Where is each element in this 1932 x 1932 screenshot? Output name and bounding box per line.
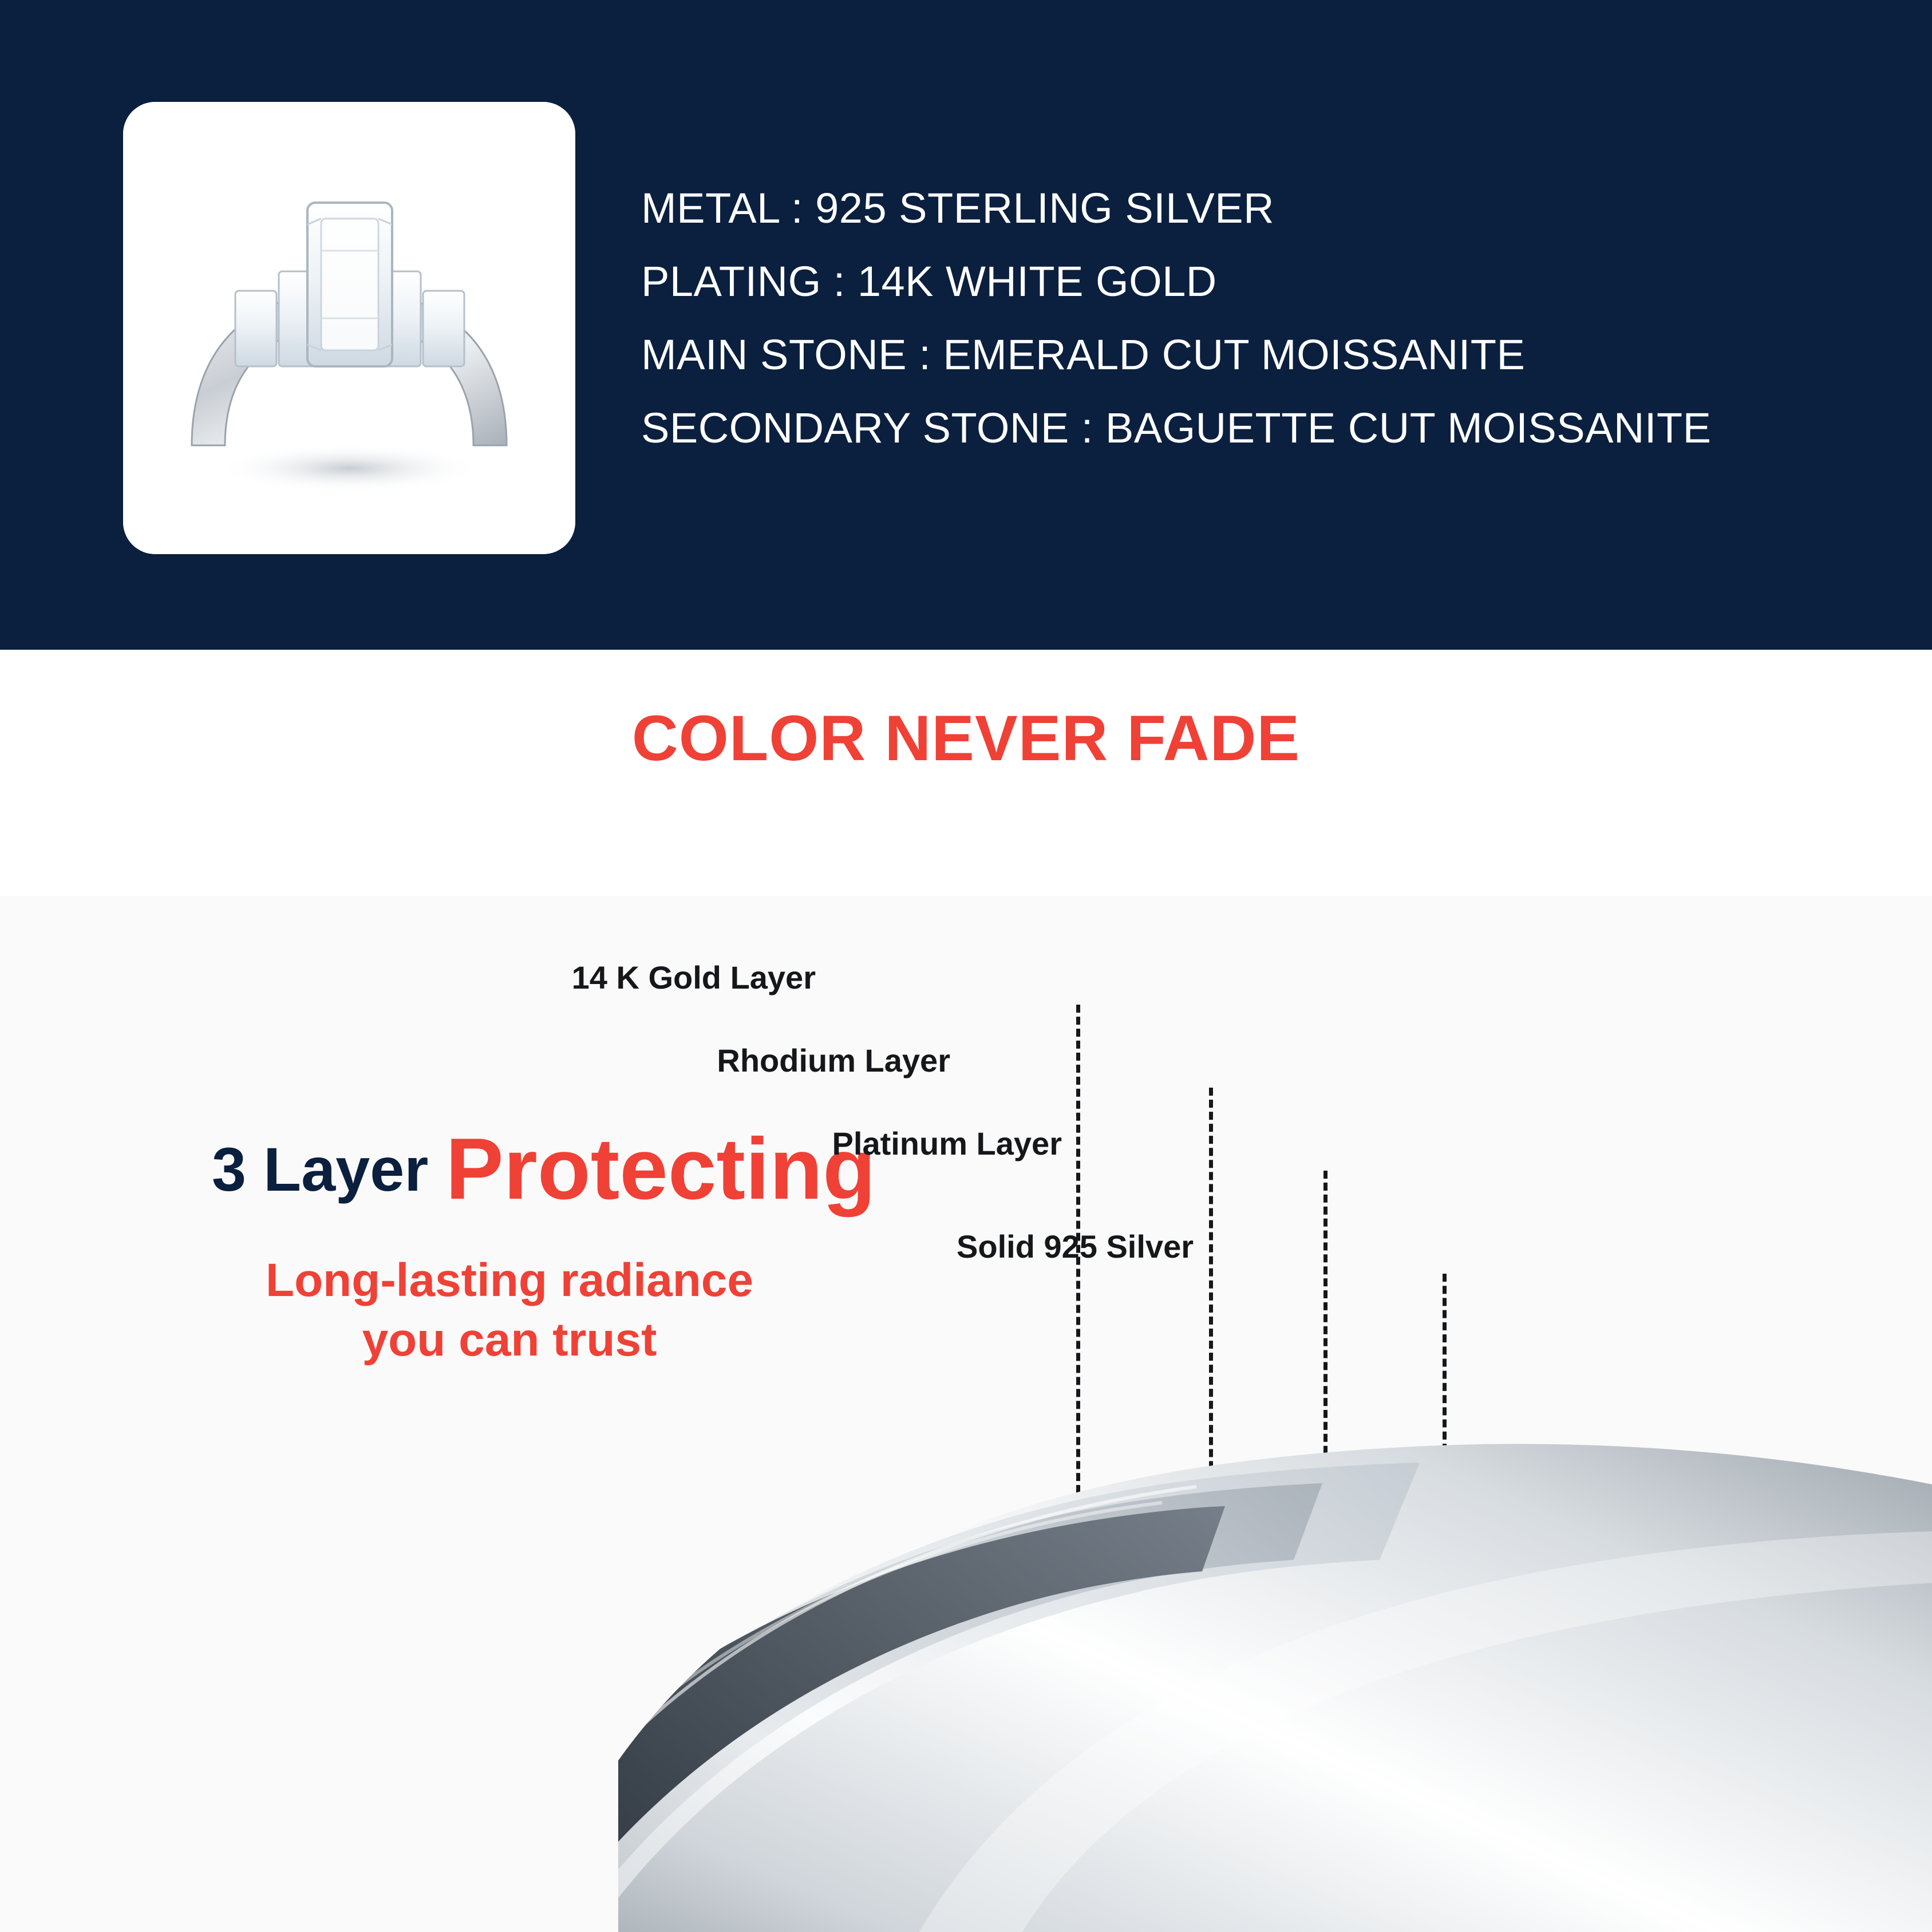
- callout-leader-silver: [1443, 1274, 1447, 1743]
- callout-label-silver: Solid 925 Silver: [957, 1228, 1194, 1265]
- headline-big: Protecting: [445, 1120, 876, 1218]
- three-layer-section: [0, 896, 1932, 1932]
- ring-thumbnail-illustration: [123, 102, 575, 554]
- color-never-fade-band: [0, 650, 1932, 896]
- subheadline: [80, 1251, 939, 1370]
- spec-list: [641, 172, 1872, 465]
- headline-small: 3 Layer: [212, 1135, 429, 1204]
- spec-panel: [0, 0, 1932, 650]
- spec-line-secondary-stone: SECONDARY STONE : BAGUETTE CUT MOISSANITE: [641, 404, 1712, 452]
- callout-label-platinum: Platinum Layer: [832, 1125, 1062, 1161]
- spec-line-metal: METAL : 925 STERLING SILVER: [641, 184, 1275, 232]
- callout-leader-platinum: [1323, 1171, 1327, 1657]
- subheadline-line-2: you can trust: [362, 1314, 657, 1366]
- callout-leader-gold: [1076, 1005, 1080, 1577]
- spec-line-plating: PLATING : 14K WHITE GOLD: [641, 258, 1217, 305]
- callout-label-rhodium: Rhodium Layer: [717, 1042, 950, 1078]
- callout-label-gold: 14 K Gold Layer: [571, 959, 816, 995]
- spec-line-main-stone: MAIN STONE : EMERALD CUT MOISSANITE: [641, 331, 1526, 378]
- color-never-fade-title: COLOR NEVER FADE: [631, 702, 1301, 774]
- subheadline-line-1: Long-lasting radiance: [266, 1254, 753, 1306]
- ring-thumbnail: [123, 102, 575, 554]
- callout-leader-rhodium: [1209, 1088, 1213, 1626]
